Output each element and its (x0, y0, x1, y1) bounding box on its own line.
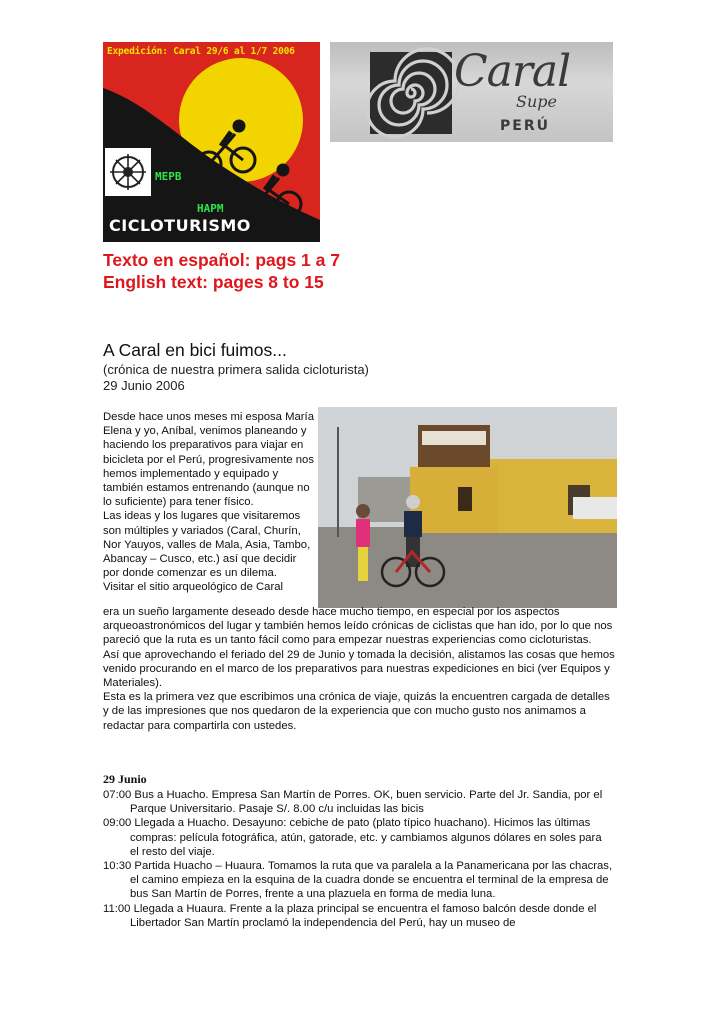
entry-text: Llegada a Huaura. Frente a la plaza principal se encuentra el famoso balcón desde donde el Libertador San Martín proclamó la independencia del Perú, hay un museo de (130, 902, 597, 929)
first-chronicle-paragraph: Esta es la primera vez que escribimos una crónica de viaje, quizás la encuentren cargada de detalles y de las impresiones que nos quedaron de la experiencia que con mucho gusto nos animamos a redactar para compartirla con ustedes. (103, 691, 610, 732)
entry-text: Bus a Huacho. Empresa San Martín de Porres. OK, buen servicio. Parte del Jr. Sandia, por el Parque Universitario. Pasaje S/. 8.00 c/u incluidas las bicis (130, 789, 603, 816)
caral-supe-logo (330, 42, 613, 142)
expedition-label: Expedición: Caral 29/6 al 1/7 2006 (107, 46, 295, 57)
supe-wordmark: Supe (516, 92, 557, 111)
hapm-label: HAPM (197, 202, 224, 215)
visit-paragraph-end: era un sueño largamente deseado desde hace mucho tiempo, en especial por los aspectos arqueoastronómicos del lugar y también hemos leído crónicas de ciclistas que han ido, por lo que nos pareció que la ruta es un tanto fácil como para empezar nuestras experiencias como cicloturistas. (103, 606, 613, 647)
entry-time: 09:00 (103, 817, 132, 830)
itinerary-list (103, 788, 613, 930)
holiday-paragraph: Así que aprovechando el feriado del 29 de Junio y tomada la decisión, alistamos las cosas que hemos venido procurando en el marco de los preparativos para nuestras expediciones en bici (ver Equipos y Materiales). (103, 648, 615, 690)
mepb-label: MEPB (155, 170, 182, 183)
peru-wordmark: PERÚ (500, 118, 550, 134)
article-subtitle: (crónica de nuestra primera salida cicloturista) (103, 362, 369, 377)
entry-text: Llegada a Huacho. Desayuno: cebiche de pato (plato típico huachano). Hicimos las últimas compras: película fotográfica, atún, gatorade, etc. y cambiamos algunos dólares en soles para el resto del viaje. (130, 817, 602, 858)
cyclists-photo (318, 407, 617, 608)
caral-wordmark: Caral (454, 46, 571, 97)
intro-paragraph: Desde hace unos meses mi esposa María Elena y yo, Aníbal, venimos planeando y haciendo los preparativos para viajar en bicicleta por el Perú, progresivamente nos hemos implementado y equipado y también estamos entrenando (aunque no lo suficiente) para tener físico. (103, 411, 314, 509)
itinerary-entry (103, 816, 613, 859)
intro-column (103, 410, 315, 595)
entry-time: 10:30 (103, 860, 132, 873)
entry-time: 07:00 (103, 789, 132, 801)
cyclists-photo-art (318, 407, 617, 608)
spanish-pages-note: Texto en español: pags 1 a 7 (103, 250, 340, 270)
cyclist-woman-figure (356, 504, 370, 581)
english-pages-note: English text: pages 8 to 15 (103, 272, 324, 292)
cicloturismo-logo (103, 42, 320, 242)
visit-paragraph-start: Visitar el sitio arqueológico de Caral (103, 581, 284, 594)
entry-time: 11:00 (103, 902, 131, 915)
itinerary-day-heading: 29 Junio (103, 772, 147, 786)
compass-rose-icon (105, 148, 151, 196)
article-date: 29 Junio 2006 (103, 378, 185, 393)
article-title: A Caral en bici fuimos... (103, 340, 287, 360)
itinerary-entry (103, 788, 613, 816)
article-body (103, 605, 618, 733)
itinerary-entry (103, 859, 613, 902)
ideas-paragraph: Las ideas y los lugares que visitaremos son múltiples y variados (Caral, Churín, Nor Yauyos, valles de Mala, Asia, Tambo, Abancay – Cusco, etc.) así que decidir por donde comenzar es un dilema. (103, 510, 311, 580)
entry-text: Partida Huacho – Huaura. Tomamos la ruta que va paralela a la Panamericana por las chacras, el camino empieza en la esquina de la cuadra donde se encuentra el terminal de la empresa de bus San Martín de Porres, frente a una plazuela en forma de media luna. (130, 860, 613, 901)
itinerary-entry (103, 902, 613, 930)
cicloturismo-label: CICLOTURISMO (109, 216, 251, 235)
